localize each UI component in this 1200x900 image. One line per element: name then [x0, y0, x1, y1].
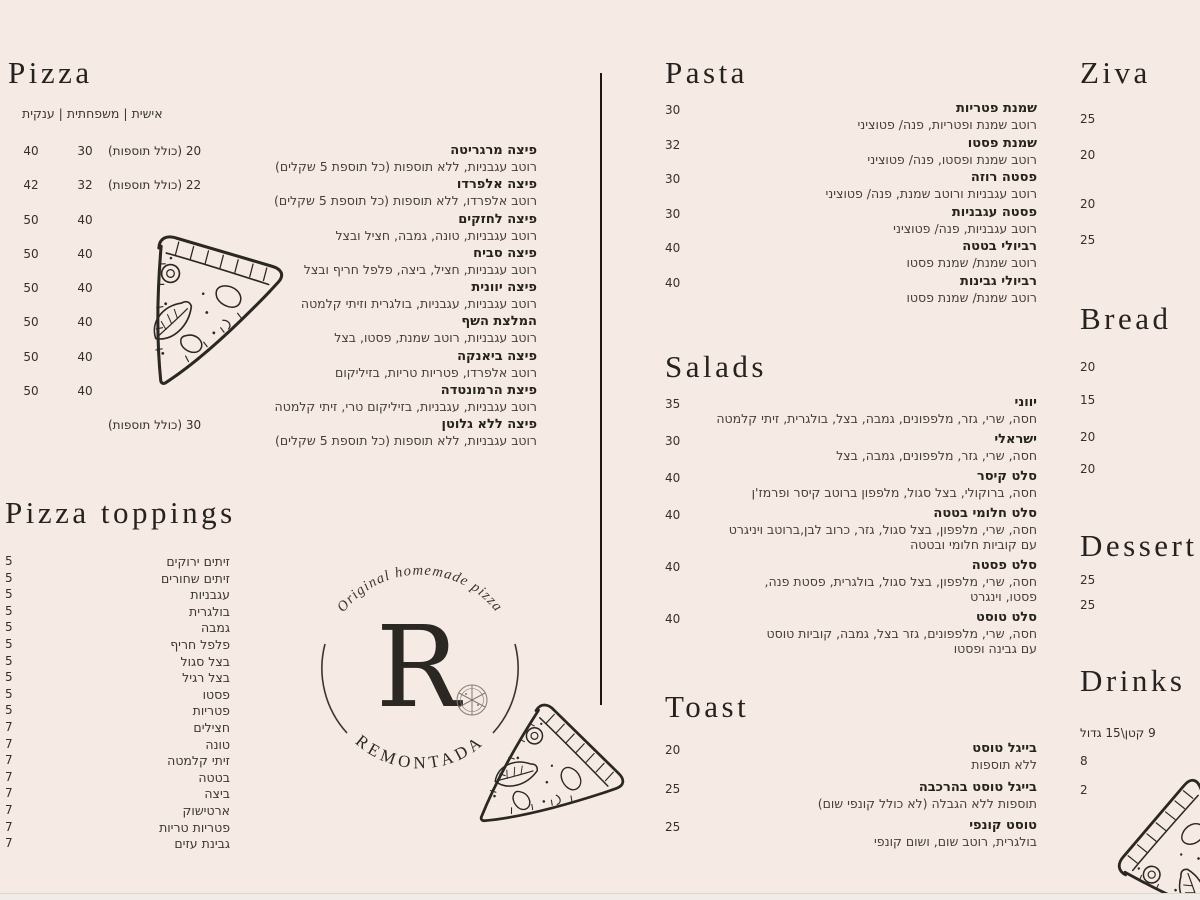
logo-wordmark: REMONTADA [351, 731, 489, 773]
salad-item-text [665, 557, 1037, 604]
salad-item-name: סלט קיסר [976, 469, 1037, 484]
ziva-price: 25 [1080, 233, 1096, 247]
salad-price: 40 [665, 560, 681, 574]
pasta-item-name: שמנת פסטו [967, 135, 1037, 151]
topping-row [5, 571, 230, 588]
section-title-pizza: Pizza [8, 55, 93, 90]
topping-name: גמבה [200, 620, 230, 636]
topping-row [5, 554, 230, 571]
salad-item-row [665, 505, 1037, 552]
price-family: 40 [77, 212, 93, 227]
logo-pizza-wheel-icon [457, 685, 487, 715]
toast-item-name: טוסט קונפי [969, 818, 1037, 833]
salad-item-name: סלט חלומי בטטה [933, 506, 1037, 521]
pizza-item-text [0, 416, 537, 448]
toast-item-description: ללא תוספות [971, 757, 1037, 772]
price-giant: 50 [23, 315, 39, 330]
pizza-item-description: רוטב עגבניות, ללא תוספות (כל תוספת 5 שקלים) [274, 433, 537, 449]
topping-name: גבינת עזים [174, 836, 230, 852]
pizza-item-row [0, 176, 537, 210]
price-family: 40 [77, 246, 93, 261]
pasta-price: 30 [665, 172, 681, 187]
price-personal: 30 (כולל תוספות) [108, 418, 202, 433]
salad-item-row [665, 609, 1037, 656]
salad-item-description: פסטו, וינגרט [970, 589, 1037, 604]
ziva-price: 20 [1080, 148, 1096, 162]
price-giant: 50 [23, 349, 39, 364]
salad-item-description: חסה, שרי, מלפפון, בצל סגול, בולגרית, פסטת פנה, [764, 574, 1037, 589]
page-bottom-edge [0, 893, 1200, 900]
pizza-item-name: פיצה ביאנקה [457, 348, 537, 364]
salad-item-description: חסה, ברוקולי, בצל סגול, מלפפון ברוטב קיסר ופרמז'ן [751, 485, 1037, 500]
topping-price: 5 [5, 570, 13, 585]
section-title-toppings: Pizza toppings [5, 495, 236, 530]
topping-row [5, 604, 230, 621]
salad-item-text [665, 505, 1037, 552]
topping-name: זיתים ירוקים [166, 554, 230, 569]
ziva-price: 25 [1080, 112, 1096, 126]
salad-item-description: חסה, שרי, מלפפונים, גזר בצל, גמבה, קוביות טוסט [766, 626, 1037, 641]
topping-price: 7 [5, 786, 13, 801]
topping-price: 5 [5, 554, 13, 568]
salad-item-description: עם גבינה ופסטו [953, 641, 1037, 656]
topping-name: ארטישוק [182, 802, 230, 818]
pasta-item-row [665, 238, 1037, 273]
dessert-price: 25 [1080, 573, 1096, 587]
pizza-item-row [0, 211, 537, 245]
salad-item-description: עם קוביות חלומי ובטטה [910, 537, 1037, 552]
topping-name: פטריות [192, 703, 230, 719]
pasta-item-text [665, 169, 1037, 201]
pasta-item-text [665, 100, 1037, 132]
topping-row [5, 720, 230, 737]
salad-item-row [665, 557, 1037, 604]
pizza-item-description: רוטב אלפרדו, פטריות טריות, בזיליקום [335, 364, 537, 380]
pasta-item-description: רוטב עגבניות ורוטב שמנת, פנה/ פטוציני [825, 186, 1037, 202]
pizza-item-description: רוטב עגבניות, ללא תוספות (כל תוספת 5 שקלים) [274, 159, 537, 174]
topping-name: טונה [205, 736, 230, 752]
topping-name: בטטה [198, 769, 230, 785]
pasta-item-description: רוטב עגבניות, פנה/ פטוציני [893, 220, 1037, 236]
pizza-slice-illustration [1091, 764, 1200, 900]
salad-item-list [665, 394, 1037, 661]
pasta-item-name: שמנת פטריות [956, 101, 1037, 116]
price-giant: 50 [23, 384, 39, 399]
pasta-item-row [665, 204, 1037, 239]
salad-item-description: חסה, שרי, גזר, מלפפונים, גמבה, בצל [836, 448, 1037, 463]
toast-price: 20 [665, 743, 681, 757]
pizza-item-description: רוטב עגבניות, עגבניות, בולגרית וזיתי קלמטה [300, 296, 537, 312]
topping-name: זיתים שחורים [161, 570, 230, 586]
salad-price: 40 [665, 508, 681, 522]
pasta-item-row [665, 135, 1037, 170]
toast-item-name: בייגל טוסט בהרכבה [918, 779, 1037, 795]
price-giant: 42 [23, 178, 39, 193]
toast-price: 25 [665, 820, 681, 834]
pasta-item-text [665, 273, 1037, 305]
topping-name: פטריות טריות [159, 819, 230, 835]
pizza-item-name: פיצה מרגריטה [450, 143, 537, 158]
toast-item-row [665, 779, 1037, 811]
pizza-item-row [0, 416, 537, 450]
salad-item-name: סלט טוסט [975, 610, 1037, 625]
pasta-item-text [665, 204, 1037, 236]
toast-price: 25 [665, 781, 681, 796]
pizza-item-name: פיצה לחזקים [458, 211, 537, 227]
topping-row [5, 670, 230, 687]
topping-name: חצילים [193, 719, 230, 735]
topping-price: 7 [5, 736, 13, 751]
logo-tagline: Original homemade pizza [334, 562, 507, 616]
pizza-item-row [0, 382, 537, 416]
price-giant: 50 [23, 212, 39, 227]
toast-item-row [665, 817, 1037, 849]
drinks-price: 8 [1080, 754, 1088, 768]
topping-row [5, 620, 230, 637]
pizza-item-name: פיצה אלפרדו [456, 177, 537, 193]
price-personal: 22 (כולל תוספות) [108, 178, 202, 193]
pasta-item-text [665, 238, 1037, 270]
toast-item-text [665, 779, 1037, 811]
toast-item-text [665, 817, 1037, 849]
price-family: 40 [77, 315, 93, 330]
topping-row [5, 587, 230, 604]
salad-item-text [665, 468, 1037, 500]
toast-item-description: בולגרית, רוטב שום, ושום קונפי [874, 834, 1037, 849]
column-divider [600, 73, 602, 705]
topping-list [5, 554, 230, 853]
pizza-item-name: פיצה יוונית [471, 280, 537, 296]
salad-item-name: ישראלי [994, 432, 1037, 447]
price-giant: 50 [23, 281, 39, 296]
pasta-item-description: רוטב שמנת/ שמנת פסטו [906, 255, 1037, 271]
topping-name: ביצה [204, 786, 230, 802]
price-family: 40 [77, 281, 93, 296]
topping-row [5, 820, 230, 837]
topping-row [5, 637, 230, 654]
topping-row [5, 786, 230, 803]
toast-item-description: תוספות ללא הגבלה (לא כולל קונפי שום) [817, 795, 1037, 811]
topping-price: 5 [5, 636, 13, 651]
topping-price: 7 [5, 802, 13, 817]
salad-item-name: יווני [1014, 395, 1037, 410]
topping-price: 5 [5, 620, 13, 635]
topping-price: 7 [5, 719, 13, 734]
topping-name: בצל רגיל [182, 670, 230, 686]
salad-item-row [665, 431, 1037, 463]
pizza-item-description: רוטב עגבניות, רוטב שמנת, פסטו, בצל [334, 330, 537, 346]
topping-price: 7 [5, 836, 13, 851]
pasta-price: 40 [665, 275, 681, 290]
topping-row [5, 836, 230, 853]
topping-row [5, 770, 230, 787]
pasta-item-row [665, 273, 1037, 308]
pasta-item-row [665, 100, 1037, 135]
topping-name: פלפל חריף [170, 636, 230, 652]
salad-item-name: סלט פסטה [971, 558, 1037, 573]
price-giant: 50 [23, 246, 39, 261]
section-title-pasta: Pasta [665, 55, 748, 90]
topping-price: 5 [5, 703, 13, 718]
salad-price: 35 [665, 397, 681, 411]
price-personal: 20 (כולל תוספות) [108, 144, 202, 158]
pizza-item-row [0, 142, 537, 176]
price-family: 40 [77, 384, 93, 399]
topping-price: 5 [5, 653, 13, 668]
dessert-price: 25 [1080, 598, 1096, 612]
pasta-price: 40 [665, 241, 681, 256]
pizza-item-description: רוטב עגבניות, עגבניות, בזיליקום טרי, זיתי קלמטה [274, 399, 537, 415]
pasta-item-name: רביולי בטטה [962, 239, 1037, 255]
topping-price: 5 [5, 670, 13, 685]
pasta-item-row [665, 169, 1037, 204]
pasta-item-text [665, 135, 1037, 167]
toast-item-text [665, 740, 1037, 772]
pasta-item-description: רוטב שמנת/ שמנת פסטו [906, 289, 1037, 305]
pasta-price: 30 [665, 206, 681, 221]
drinks-price: 9 קטן\15 גדול [1080, 726, 1156, 740]
pizza-item-description: רוטב עגבניות, חציל, ביצה, פלפל חריף ובצל [303, 261, 537, 277]
bread-price: 20 [1080, 462, 1096, 476]
topping-row [5, 654, 230, 671]
ziva-price: 20 [1080, 197, 1096, 211]
salad-price: 40 [665, 612, 681, 626]
salad-item-text [665, 431, 1037, 463]
pasta-item-description: רוטב שמנת ופסטו, פנה/ פטוציני [867, 151, 1037, 167]
salad-item-text [665, 394, 1037, 426]
section-title-bread: Bread [1080, 301, 1172, 336]
price-giant: 40 [23, 144, 39, 158]
pizza-item-name: המלצת השף [461, 314, 537, 330]
pizza-size-header: אישית | משפחתית | ענקית [22, 106, 163, 121]
topping-name: פסטו [202, 686, 230, 702]
salad-item-text [665, 609, 1037, 656]
price-family: 30 [77, 144, 93, 158]
drinks-price: 2 [1080, 783, 1088, 797]
topping-name: עגבניות [190, 587, 230, 603]
section-title-ziva: Ziva [1080, 55, 1151, 90]
section-title-toast: Toast [665, 689, 750, 724]
topping-row [5, 737, 230, 754]
section-title-drinks: Drinks [1080, 663, 1186, 698]
pasta-item-name: פסטה עגבניות [951, 204, 1037, 220]
pasta-item-name: פסטה רוזה [970, 170, 1037, 186]
topping-name: בצל סגול [180, 653, 230, 669]
section-title-dessert: Dessert [1080, 528, 1198, 563]
topping-price: 7 [5, 753, 13, 768]
pizza-item-row [0, 348, 537, 382]
topping-row [5, 753, 230, 770]
pizza-item-description: רוטב עגבניות, טונה, גמבה, חציל ובצל [335, 227, 537, 243]
salad-price: 40 [665, 471, 681, 485]
topping-name: בולגרית [189, 603, 230, 619]
topping-row [5, 803, 230, 820]
salad-price: 30 [665, 434, 681, 448]
pizza-item-name: פיצת הרמונטדה [440, 383, 537, 399]
pasta-price: 32 [665, 137, 681, 152]
pasta-price: 30 [665, 103, 681, 117]
logo-monogram: R [375, 603, 461, 733]
salad-item-description: חסה, שרי, גזר, מלפפונים, גמבה, בצל, בולגרית, זיתי קלמטה [716, 411, 1037, 426]
topping-price: 5 [5, 603, 13, 618]
topping-price: 5 [5, 587, 13, 602]
pizza-item-name: פיצה סביח [473, 245, 537, 261]
topping-price: 7 [5, 769, 13, 784]
topping-row [5, 687, 230, 704]
toast-item-row [665, 740, 1037, 772]
pasta-item-name: רביולי גבינות [959, 273, 1037, 289]
salad-item-row [665, 394, 1037, 426]
topping-name: זיתי קלמטה [167, 753, 230, 769]
bread-price: 20 [1080, 360, 1096, 374]
price-family: 32 [77, 178, 93, 193]
topping-row [5, 703, 230, 720]
pizza-item-name: פיצה ללא גלוטן [441, 417, 537, 433]
section-title-salads: Salads [665, 349, 767, 384]
toast-item-name: בייגל טוסט [972, 741, 1037, 756]
topping-price: 7 [5, 819, 13, 834]
pizza-item-description: רוטב אלפרדו, ללא תוספות (כל תוספת 5 שקלים) [274, 193, 537, 209]
price-family: 40 [77, 349, 93, 364]
salad-item-row [665, 468, 1037, 500]
salad-item-description: חסה, שרי, מלפפון, בצל סגול, גזר, כרוב לבן,ברוטב ויניגרט [728, 522, 1037, 537]
logo-circle-left-arc [322, 644, 347, 733]
toast-item-list [665, 740, 1037, 856]
pasta-item-list [665, 100, 1037, 308]
bread-price: 15 [1080, 393, 1096, 407]
topping-price: 5 [5, 686, 13, 701]
pasta-item-description: רוטב שמנת ופטריות, פנה/ פטוציני [857, 117, 1037, 132]
bread-price: 20 [1080, 430, 1096, 444]
